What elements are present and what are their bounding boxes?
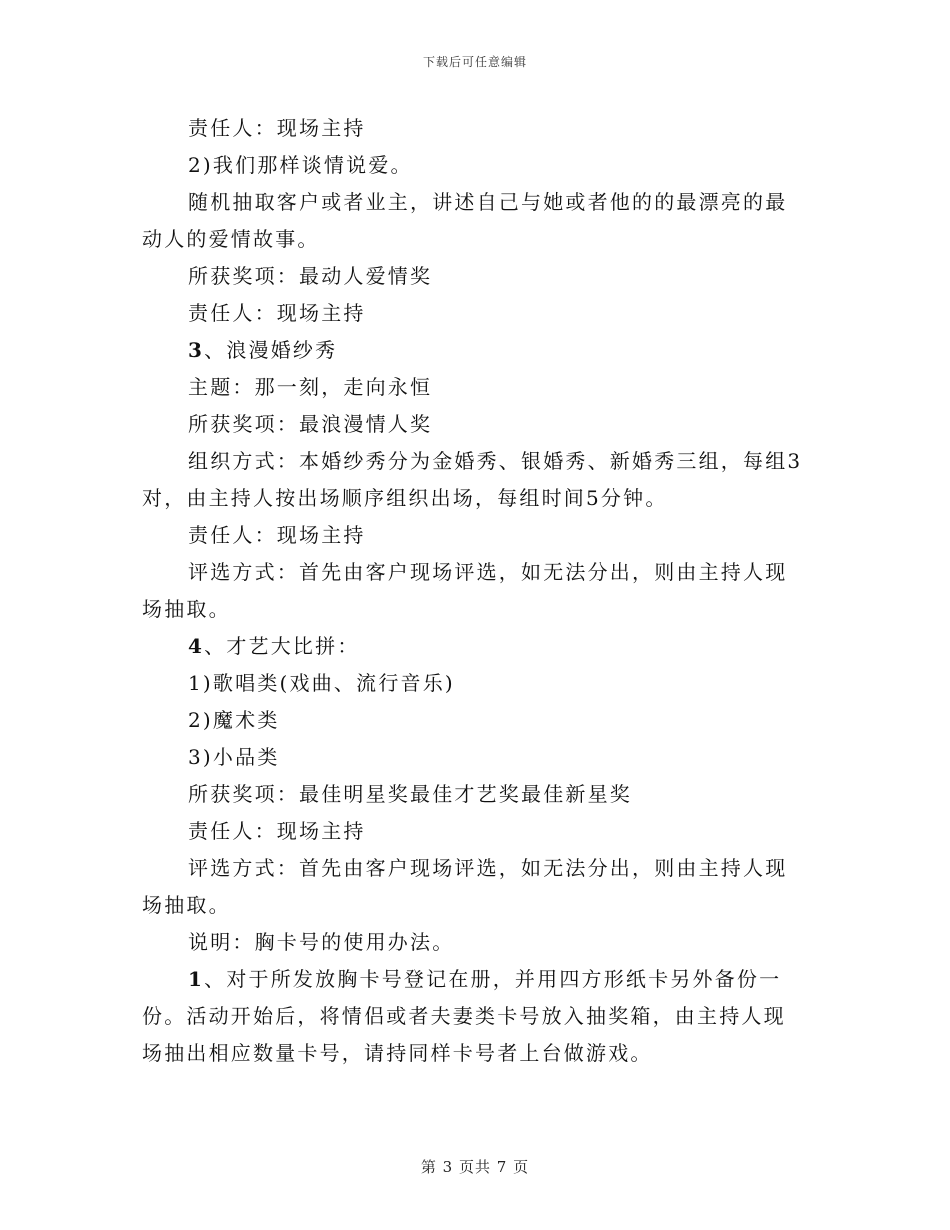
paragraph: 组织方式：本婚纱秀分为金婚秀、银婚秀、新婚秀三组，每组3对，由主持人按出场顺序组织出场，每组时间5分钟。 <box>142 449 803 510</box>
paragraph: 随机抽取客户或者业主，讲述自己与她或者他的的最漂亮的最动人的爱情故事。 <box>142 190 788 251</box>
paragraph: 所获奖项：最佳明星奖最佳才艺奖最佳新星奖 <box>188 782 632 806</box>
section-title: 、才艺大比拼： <box>204 634 360 658</box>
paragraph: 所获奖项：最浪漫情人奖 <box>188 412 433 436</box>
section-number: 1 <box>188 967 205 991</box>
paragraph: 责任人：现场主持 <box>188 116 366 140</box>
section-number: 3 <box>188 338 205 362</box>
document-body <box>142 110 807 1072</box>
section-title: 、浪漫婚纱秀 <box>204 338 338 362</box>
paragraph: 主题：那一刻，走向永恒 <box>188 375 433 399</box>
paragraph: 2)我们那样谈情说爱。 <box>188 153 413 177</box>
paragraph: 评选方式：首先由客户现场评选，如无法分出，则由主持人现场抽取。 <box>142 856 788 917</box>
paragraph: 评选方式：首先由客户现场评选，如无法分出，则由主持人现场抽取。 <box>142 560 788 621</box>
paragraph: 责任人：现场主持 <box>188 301 366 325</box>
page-header: 下载后可任意编辑 <box>422 55 527 69</box>
paragraph: 3)小品类 <box>188 745 280 769</box>
section-title: 、对于所发放胸卡号登记在册，并用四方形纸卡另外备份一份。活动开始后，将情侣或者夫妻类卡号放入抽奖箱，由主持人现场抽出相应数量卡号，请持同样卡号者上台做游戏。 <box>142 967 786 1065</box>
section-number: 4 <box>188 634 205 658</box>
paragraph: 说明：胸卡号的使用办法。 <box>188 930 455 954</box>
paragraph: 1)歌唱类(戏曲、流行音乐) <box>188 671 455 695</box>
section-heading <box>142 628 807 665</box>
section-heading <box>142 332 807 369</box>
paragraph: 所获奖项：最动人爱情奖 <box>188 264 433 288</box>
section-heading <box>142 961 807 1072</box>
paragraph: 2)魔术类 <box>188 708 280 732</box>
page-footer: 第 3 页共 7 页 <box>420 1158 530 1176</box>
paragraph: 责任人：现场主持 <box>188 523 366 547</box>
paragraph: 责任人：现场主持 <box>188 819 366 843</box>
